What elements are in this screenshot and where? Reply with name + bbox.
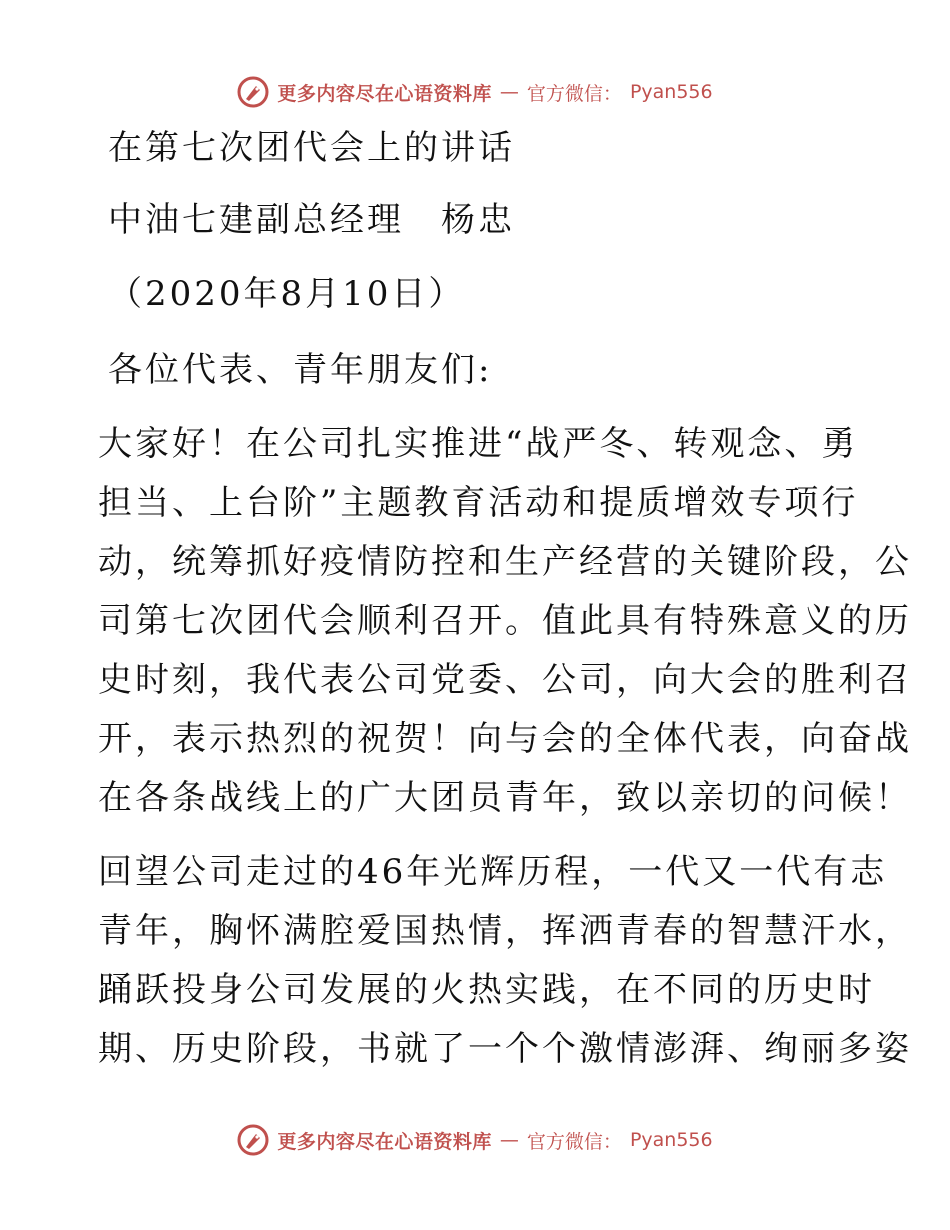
paragraph-line: 青年，胸怀满腔爱国热情，挥洒青春的智慧汗水，	[98, 911, 912, 951]
paragraph-line: 踊跃投身公司发展的火热实践，在不同的历史时	[98, 970, 875, 1010]
paragraph-line: 回望公司走过的46年光辉历程，一代又一代有志	[98, 852, 888, 892]
pen-nib-logo-icon	[237, 76, 269, 108]
paragraph-line: 担当、上台阶”主题教育活动和提质增效专项行	[98, 483, 859, 523]
watermark-wechat-label: 官方微信：	[526, 82, 622, 105]
paragraph-line: 动，统筹抓好疫情防控和生产经营的关键阶段，公	[98, 542, 912, 582]
pen-nib-logo-icon	[237, 1124, 269, 1156]
paragraph-line: 开，表示热烈的祝贺！向与会的全体代表，向奋战	[98, 719, 912, 759]
paragraph-line: 大家好！在公司扎实推进“战严冬、转观念、勇	[98, 424, 859, 464]
watermark-wechat-label: 官方微信：	[526, 1130, 622, 1153]
watermark-separator: —	[499, 1129, 519, 1151]
document-title: 在第七次团代会上的讲话	[108, 128, 515, 168]
paragraph-line: 期、历史阶段，书就了一个个激情澎湃、绚丽多姿	[98, 1029, 912, 1069]
header-watermark	[0, 72, 950, 112]
watermark-wechat-id: Pyan556	[629, 81, 713, 103]
watermark-separator: —	[499, 81, 519, 103]
watermark-text: 更多内容尽在心语资料库	[277, 1130, 492, 1153]
watermark-text: 更多内容尽在心语资料库	[277, 82, 492, 105]
paragraph-line: 司第七次团代会顺利召开。值此具有特殊意义的历	[98, 601, 912, 641]
footer-watermark	[0, 1120, 950, 1160]
salutation: 各位代表、青年朋友们:	[108, 350, 493, 390]
paragraph-line: 史时刻，我代表公司党委、公司，向大会的胜利召	[98, 660, 912, 700]
speaker-line: 中油七建副总经理 杨忠	[108, 200, 515, 240]
paragraph-line: 在各条战线上的广大团员青年，致以亲切的问候！	[98, 778, 912, 818]
date-line: （2020年8月10日）	[108, 274, 466, 314]
watermark-wechat-id: Pyan556	[629, 1129, 713, 1151]
